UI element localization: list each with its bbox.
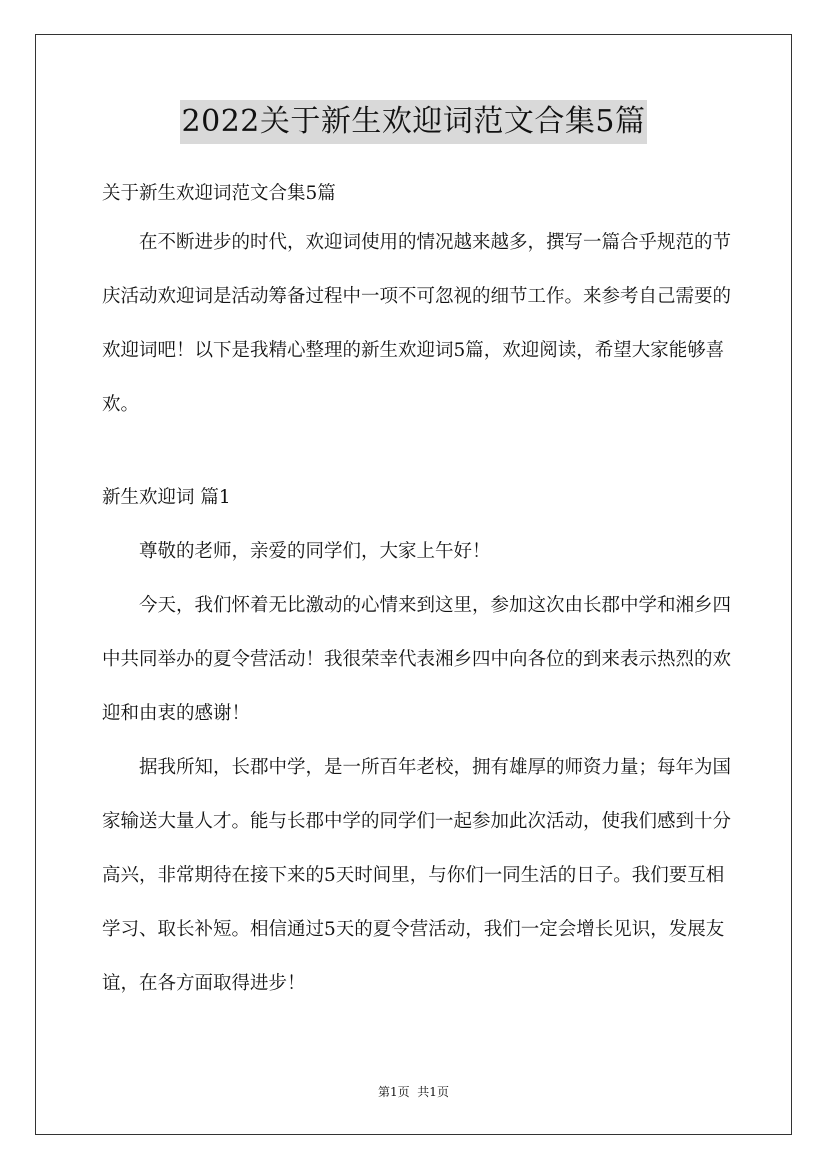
paragraph-greeting: 尊敬的老师，亲爱的同学们，大家上午好！ (139, 541, 491, 562)
title-container (0, 100, 827, 144)
paragraph-welcome: 今天，我们怀着无比激动的心情来到这里，参加这次由长郡中学和湘乡四中共同举办的夏令营活动！我很荣幸代表湘乡四中向各位的到来表示热烈的欢迎和由衷的感谢！ (102, 595, 732, 724)
section-spacer (102, 432, 742, 471)
paragraph-school: 据我所知，长郡中学，是一所百年老校，拥有雄厚的师资力量；每年为国家输送大量人才。能与长郡中学的同学们一起参加此次活动，使我们感到十分高兴，非常期待在接下来的5天时间里，与你们一同生活的日子。我们要互相学习、取长补短。相信通过5天的夏令营活动，我们一定会增长见识，发展友谊，在各方面取得进步！ (102, 757, 732, 994)
page-footer: 第1页 共1页 (378, 1085, 449, 1099)
document-title: 2022关于新生欢迎词范文合集5篇 (180, 100, 648, 144)
intro-paragraph: 在不断进步的时代，欢迎词使用的情况越来越多，撰写一篇合乎规范的节庆活动欢迎词是活动筹备过程中一项不可忽视的细节工作。来参考自己需要的欢迎词吧！以下是我精心整理的新生欢迎词5篇，欢迎阅读，希望大家能够喜欢。 (102, 232, 732, 415)
document-body (102, 172, 742, 1011)
document-subtitle: 关于新生欢迎词范文合集5篇 (102, 183, 336, 204)
section-heading: 新生欢迎词 篇1 (102, 487, 231, 508)
